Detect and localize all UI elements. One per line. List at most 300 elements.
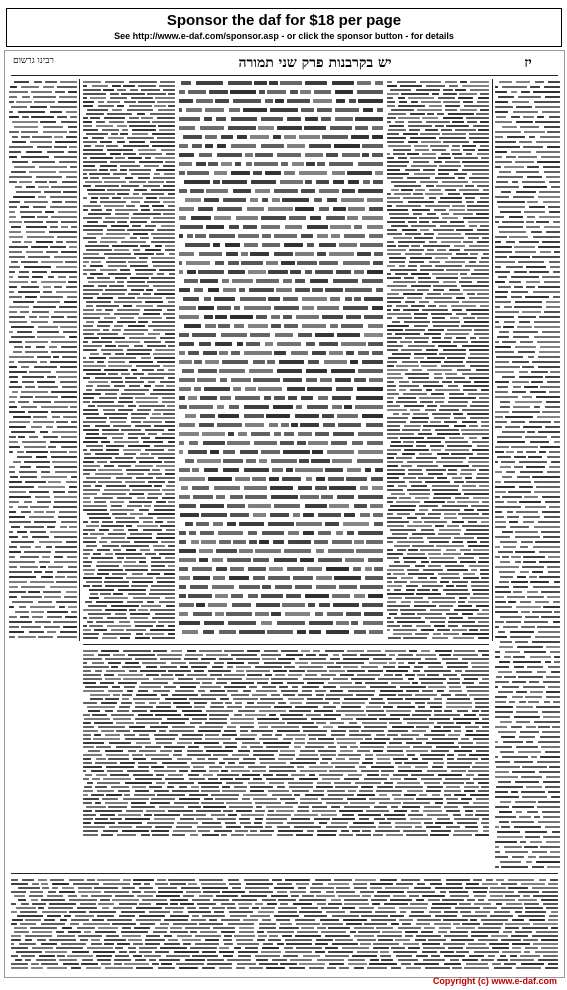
- scanned-text-stroke: [379, 794, 387, 796]
- sponsor-banner[interactable]: [6, 8, 562, 47]
- scanned-text-stroke: [520, 341, 533, 343]
- scanned-text-stroke: [377, 108, 383, 112]
- scanned-text-stroke: [446, 786, 460, 788]
- scanned-text-stroke: [228, 814, 237, 816]
- scanned-text-stroke: [96, 125, 114, 127]
- scanned-text-stroke: [498, 276, 507, 278]
- scanned-text-stroke: [9, 556, 15, 558]
- scanned-text-stroke: [188, 883, 196, 885]
- scanned-text-stroke: [481, 822, 489, 824]
- scanned-text-stroke: [223, 758, 238, 760]
- scanned-text-stroke: [188, 396, 197, 400]
- scanned-text-stroke: [83, 81, 101, 83]
- scanned-text-stroke: [185, 243, 210, 247]
- scanned-text-stroke: [142, 193, 164, 195]
- scanned-text-stroke: [498, 96, 514, 98]
- scanned-text-stroke: [518, 891, 539, 893]
- scanned-text-stroke: [380, 879, 397, 881]
- scanned-text-stroke: [426, 185, 434, 187]
- scanned-text-stroke: [107, 101, 120, 103]
- scanned-text-stroke: [151, 585, 175, 587]
- scanned-text-stroke: [476, 798, 489, 800]
- scanned-text-stroke: [83, 185, 91, 187]
- scanned-text-stroke: [387, 433, 414, 435]
- scanned-text-stroke: [187, 234, 193, 238]
- scanned-text-stroke: [498, 691, 513, 693]
- scanned-text-stroke: [419, 678, 446, 680]
- scanned-text-stroke: [344, 903, 368, 905]
- scanned-text-stroke: [512, 181, 518, 183]
- scanned-text-stroke: [380, 951, 389, 953]
- scanned-text-stroke: [221, 931, 236, 933]
- scanned-text-stroke: [449, 393, 464, 395]
- scanned-text-stroke: [39, 955, 55, 957]
- scanned-text-stroke: [339, 834, 353, 836]
- scanned-text-stroke: [37, 939, 46, 941]
- scanned-text-stroke: [417, 465, 438, 467]
- scanned-text-stroke: [32, 947, 53, 949]
- scanned-text-stroke: [274, 558, 298, 562]
- scanned-text-stroke: [228, 81, 252, 85]
- scanned-text-stroke: [173, 830, 196, 832]
- scanned-text-stroke: [479, 261, 489, 263]
- scanned-text-stroke: [521, 776, 542, 778]
- scanned-text-stroke: [106, 485, 125, 487]
- scanned-text-stroke: [495, 446, 508, 448]
- scanned-text-stroke: [542, 496, 560, 498]
- scanned-text-stroke: [83, 742, 104, 744]
- scanned-text-stroke: [325, 522, 339, 526]
- scanned-text-stroke: [228, 923, 254, 925]
- scanned-text-stroke: [29, 436, 38, 438]
- scanned-text-stroke: [442, 181, 468, 183]
- scanned-text-stroke: [443, 943, 465, 945]
- scanned-text-stroke: [54, 146, 67, 148]
- scanned-text-stroke: [205, 324, 216, 328]
- lower-commentary-block: [83, 648, 489, 838]
- scanned-text-stroke: [408, 125, 432, 127]
- scanned-text-stroke: [287, 117, 301, 121]
- scanned-text-stroke: [518, 261, 544, 263]
- scanned-text-stroke: [292, 686, 298, 688]
- scanned-text-stroke: [71, 919, 89, 921]
- scanned-text-stroke: [91, 197, 98, 199]
- scanned-text-stroke: [462, 433, 489, 435]
- scanned-text-stroke: [186, 108, 202, 112]
- scanned-text-stroke: [495, 106, 513, 108]
- scanned-text-stroke: [47, 151, 64, 153]
- scanned-text-stroke: [133, 730, 156, 732]
- scanned-text-stroke: [192, 915, 199, 917]
- scanned-text-stroke: [387, 197, 400, 199]
- scanned-text-stroke: [316, 694, 324, 696]
- scanned-text-stroke: [279, 927, 298, 929]
- scanned-text-stroke: [527, 811, 538, 813]
- scanned-text-stroke: [428, 565, 441, 567]
- scanned-text-stroke: [466, 774, 475, 776]
- scanned-text-stroke: [427, 369, 452, 371]
- scanned-text-stroke: [35, 621, 51, 623]
- scanned-text-stroke: [238, 234, 259, 238]
- scanned-text-stroke: [530, 581, 549, 583]
- scanned-text-stroke: [339, 243, 357, 247]
- scanned-text-stroke: [440, 405, 468, 407]
- scanned-text-stroke: [413, 413, 428, 415]
- scanned-text-stroke: [105, 81, 124, 83]
- scanned-text-stroke: [226, 252, 238, 256]
- scanned-text-stroke: [387, 449, 401, 451]
- scanned-text-stroke: [438, 173, 450, 175]
- scanned-text-stroke: [402, 806, 420, 808]
- scanned-text-stroke: [515, 931, 532, 933]
- scanned-text-stroke: [358, 495, 383, 499]
- scanned-text-stroke: [271, 495, 298, 499]
- sponsor-banner-title[interactable]: Sponsor the daf for $18 per page: [166, 12, 402, 29]
- scanned-text-stroke: [483, 189, 489, 191]
- scanned-text-stroke: [129, 169, 150, 171]
- scanned-text-stroke: [31, 963, 38, 965]
- scanned-text-stroke: [9, 546, 17, 548]
- scanned-text-stroke: [60, 381, 77, 383]
- scanned-text-stroke: [168, 633, 175, 635]
- scanned-text-stroke: [486, 879, 493, 881]
- scanned-text-stroke: [149, 786, 162, 788]
- scanned-text-stroke: [316, 895, 335, 897]
- scanned-text-stroke: [202, 887, 228, 889]
- scanned-text-stroke: [88, 381, 109, 383]
- scanned-text-stroke: [12, 121, 38, 123]
- scanned-text-stroke: [163, 413, 175, 415]
- scanned-text-stroke: [157, 654, 182, 656]
- scanned-text-stroke: [14, 81, 29, 83]
- scanned-text-stroke: [118, 465, 131, 467]
- scanned-text-stroke: [22, 536, 28, 538]
- scanned-text-stroke: [411, 165, 437, 167]
- scanned-text-stroke: [488, 899, 516, 901]
- scanned-text-stroke: [305, 270, 312, 274]
- scanned-text-stroke: [216, 895, 238, 897]
- scanned-text-stroke: [495, 701, 506, 703]
- scanned-text-stroke: [495, 241, 501, 243]
- scanned-text-stroke: [179, 621, 199, 625]
- scanned-text-stroke: [329, 504, 349, 508]
- scanned-text-stroke: [553, 271, 560, 273]
- scanned-text-stroke: [9, 281, 28, 283]
- scanned-text-stroke: [328, 951, 353, 953]
- scanned-text-stroke: [464, 678, 478, 680]
- scanned-text-stroke: [123, 85, 135, 87]
- scanned-text-stroke: [538, 431, 560, 433]
- scanned-text-stroke: [502, 531, 513, 533]
- scanned-text-stroke: [165, 493, 175, 495]
- scanned-text-stroke: [223, 288, 236, 292]
- scanned-text-stroke: [98, 654, 110, 656]
- scanned-text-stroke: [374, 818, 386, 820]
- scanned-text-stroke: [444, 806, 459, 808]
- scanned-text-stroke: [101, 525, 124, 527]
- scanned-text-stroke: [11, 911, 17, 913]
- scanned-text-stroke: [196, 818, 212, 820]
- scanned-text-stroke: [154, 105, 166, 107]
- scanned-text-stroke: [92, 919, 104, 921]
- scanned-text-stroke: [126, 577, 152, 579]
- scanned-text-stroke: [405, 169, 420, 171]
- scanned-text-stroke: [533, 236, 560, 238]
- scanned-text-stroke: [551, 927, 558, 929]
- scanned-text-stroke: [438, 169, 458, 171]
- scanned-text-stroke: [11, 431, 35, 433]
- scanned-text-stroke: [191, 540, 199, 544]
- scanned-text-stroke: [251, 730, 273, 732]
- scanned-text-stroke: [20, 211, 43, 213]
- scanned-text-stroke: [387, 409, 407, 411]
- scanned-text-stroke: [547, 596, 560, 598]
- scanned-text-stroke: [495, 791, 508, 793]
- scanned-text-stroke: [208, 162, 218, 166]
- scanned-text-stroke: [140, 245, 149, 247]
- scanned-text-stroke: [18, 291, 41, 293]
- scanned-text-stroke: [123, 678, 149, 680]
- scanned-text-stroke: [309, 738, 316, 740]
- scanned-text-stroke: [515, 911, 522, 913]
- scanned-text-stroke: [83, 650, 98, 652]
- scanned-text-stroke: [158, 891, 182, 893]
- scanned-text-stroke: [83, 273, 87, 275]
- scanned-text-stroke: [533, 546, 560, 548]
- scanned-text-stroke: [144, 891, 156, 893]
- scanned-text-stroke: [464, 165, 489, 167]
- scanned-text-stroke: [548, 791, 560, 793]
- scanned-text-stroke: [357, 939, 377, 941]
- scanned-text-stroke: [179, 549, 196, 553]
- scanned-text-stroke: [464, 553, 489, 555]
- scanned-text-stroke: [449, 85, 458, 87]
- scanned-text-stroke: [66, 176, 77, 178]
- scanned-text-stroke: [151, 561, 175, 563]
- scanned-text-stroke: [57, 955, 65, 957]
- scanned-text-stroke: [495, 371, 514, 373]
- scanned-text-stroke: [191, 919, 206, 921]
- scanned-text-stroke: [205, 939, 219, 941]
- scanned-text-stroke: [224, 686, 246, 688]
- scanned-text-stroke: [43, 131, 67, 133]
- scanned-text-stroke: [32, 883, 39, 885]
- scanned-text-stroke: [369, 630, 383, 634]
- scanned-text-stroke: [495, 421, 507, 423]
- scanned-text-stroke: [208, 477, 231, 481]
- scanned-text-stroke: [181, 486, 188, 490]
- scanned-text-stroke: [246, 678, 269, 680]
- scanned-text-stroke: [522, 396, 532, 398]
- scanned-text-stroke: [469, 754, 489, 756]
- scanned-text-stroke: [261, 594, 283, 598]
- scanned-text-stroke: [331, 730, 346, 732]
- scanned-text-stroke: [233, 387, 241, 391]
- scanned-text-stroke: [294, 826, 322, 828]
- scanned-text-stroke: [83, 830, 98, 832]
- scanned-text-stroke: [500, 466, 511, 468]
- scanned-text-stroke: [456, 927, 476, 929]
- scanned-text-stroke: [495, 626, 499, 628]
- scanned-text-stroke: [330, 690, 343, 692]
- scanned-text-stroke: [9, 311, 17, 313]
- scanned-text-stroke: [407, 297, 422, 299]
- scanned-text-stroke: [495, 461, 498, 463]
- scanned-text-stroke: [462, 625, 489, 627]
- scanned-text-stroke: [362, 279, 383, 283]
- scanned-text-stroke: [34, 571, 42, 573]
- scanned-text-stroke: [151, 277, 175, 279]
- scanned-text-stroke: [83, 313, 110, 315]
- scanned-text-stroke: [453, 718, 479, 720]
- scanned-text-stroke: [454, 381, 470, 383]
- scanned-text-stroke: [462, 161, 489, 163]
- scanned-text-stroke: [545, 751, 560, 753]
- scanned-text-stroke: [237, 135, 247, 139]
- scanned-text-stroke: [333, 702, 340, 704]
- scanned-text-stroke: [68, 491, 77, 493]
- scanned-text-stroke: [323, 706, 336, 708]
- scanned-text-stroke: [185, 654, 204, 656]
- scanned-text-stroke: [83, 197, 87, 199]
- scanned-text-stroke: [397, 706, 415, 708]
- scanned-text-stroke: [144, 309, 162, 311]
- scanned-text-stroke: [455, 694, 467, 696]
- scanned-text-stroke: [276, 919, 290, 921]
- scanned-text-stroke: [308, 441, 328, 445]
- scanned-text-stroke: [192, 333, 217, 337]
- scanned-text-stroke: [157, 305, 175, 307]
- scanned-text-stroke: [150, 802, 169, 804]
- scanned-text-stroke: [165, 557, 175, 559]
- scanned-text-stroke: [101, 834, 114, 836]
- scanned-text-stroke: [350, 360, 357, 364]
- scanned-text-stroke: [439, 305, 447, 307]
- scanned-text-stroke: [136, 633, 143, 635]
- scanned-text-stroke: [445, 161, 460, 163]
- scanned-text-stroke: [223, 939, 232, 941]
- scanned-text-stroke: [290, 959, 313, 961]
- scanned-text-stroke: [137, 409, 151, 411]
- scanned-text-stroke: [437, 477, 447, 479]
- scanned-text-stroke: [38, 196, 46, 198]
- scanned-text-stroke: [426, 742, 454, 744]
- scanned-text-stroke: [213, 754, 228, 756]
- scanned-text-stroke: [157, 517, 175, 519]
- scanned-text-stroke: [121, 93, 145, 95]
- scanned-text-stroke: [32, 903, 46, 905]
- scanned-text-stroke: [98, 927, 119, 929]
- scanned-text-stroke: [170, 883, 186, 885]
- scanned-text-stroke: [60, 919, 67, 921]
- scanned-text-stroke: [376, 754, 404, 756]
- scanned-text-stroke: [456, 313, 466, 315]
- scanned-text-stroke: [397, 782, 420, 784]
- scanned-text-stroke: [156, 169, 175, 171]
- scanned-text-stroke: [473, 891, 487, 893]
- scanned-text-stroke: [522, 766, 546, 768]
- scanned-text-stroke: [515, 781, 539, 783]
- scanned-text-stroke: [277, 153, 302, 157]
- scanned-text-stroke: [115, 457, 133, 459]
- scanned-text-stroke: [478, 774, 489, 776]
- scanned-text-stroke: [37, 381, 55, 383]
- scanned-text-stroke: [329, 486, 356, 490]
- scanned-text-stroke: [525, 947, 537, 949]
- scanned-text-stroke: [209, 919, 218, 921]
- scanned-text-stroke: [261, 450, 280, 454]
- scanned-text-stroke: [115, 553, 142, 555]
- scanned-text-stroke: [207, 959, 224, 961]
- scanned-text-stroke: [117, 141, 126, 143]
- scanned-text-stroke: [127, 770, 149, 772]
- scanned-text-stroke: [244, 414, 264, 418]
- scanned-text-stroke: [549, 181, 560, 183]
- scanned-text-stroke: [69, 526, 77, 528]
- scanned-text-stroke: [129, 726, 145, 728]
- scanned-text-stroke: [179, 594, 186, 598]
- scanned-text-stroke: [83, 553, 90, 555]
- sponsor-banner-link[interactable]: See http://www.e-daf.com/sponsor.asp - or click the sponsor button - for details: [114, 31, 454, 41]
- scanned-text-stroke: [475, 834, 489, 836]
- scanned-text-stroke: [260, 762, 285, 764]
- scanned-text-stroke: [546, 646, 560, 648]
- scanned-text-stroke: [396, 883, 412, 885]
- scanned-text-stroke: [357, 252, 370, 256]
- scanned-text-stroke: [135, 658, 157, 660]
- scanned-text-stroke: [306, 654, 316, 656]
- scanned-text-stroke: [302, 690, 312, 692]
- scanned-text-stroke: [495, 796, 519, 798]
- scanned-text-stroke: [354, 504, 367, 508]
- scanned-text-stroke: [366, 423, 383, 427]
- scanned-text-stroke: [376, 762, 391, 764]
- scanned-text-stroke: [83, 449, 87, 451]
- scanned-text-stroke: [499, 571, 516, 573]
- scanned-text-stroke: [506, 471, 515, 473]
- scanned-text-stroke: [384, 674, 393, 676]
- copyright-notice[interactable]: Copyright (c) www.e-daf.com: [432, 976, 557, 986]
- scanned-text-stroke: [463, 149, 474, 151]
- scanned-text-stroke: [416, 457, 437, 459]
- scanned-text-stroke: [453, 654, 478, 656]
- scanned-text-stroke: [424, 233, 434, 235]
- scanned-text-stroke: [408, 469, 422, 471]
- scanned-text-stroke: [198, 830, 210, 832]
- scanned-text-stroke: [465, 233, 489, 235]
- scanned-text-stroke: [89, 597, 99, 599]
- scanned-text-stroke: [9, 286, 17, 288]
- scanned-text-stroke: [236, 216, 258, 220]
- scanned-text-stroke: [53, 321, 77, 323]
- scanned-text-stroke: [548, 919, 558, 921]
- scanned-text-stroke: [14, 931, 30, 933]
- scanned-text-stroke: [66, 541, 77, 543]
- scanned-text-stroke: [97, 782, 120, 784]
- scanned-text-stroke: [296, 522, 322, 526]
- scanned-text-stroke: [283, 955, 298, 957]
- scanned-text-stroke: [364, 923, 386, 925]
- scanned-text-stroke: [128, 261, 148, 263]
- scanned-text-stroke: [31, 899, 38, 901]
- scanned-text-stroke: [126, 629, 146, 631]
- scanned-text-stroke: [122, 698, 129, 700]
- scanned-text-stroke: [107, 625, 131, 627]
- scanned-text-stroke: [390, 89, 411, 91]
- scanned-text-stroke: [395, 826, 412, 828]
- scanned-text-stroke: [363, 621, 383, 625]
- scanned-text-stroke: [135, 790, 150, 792]
